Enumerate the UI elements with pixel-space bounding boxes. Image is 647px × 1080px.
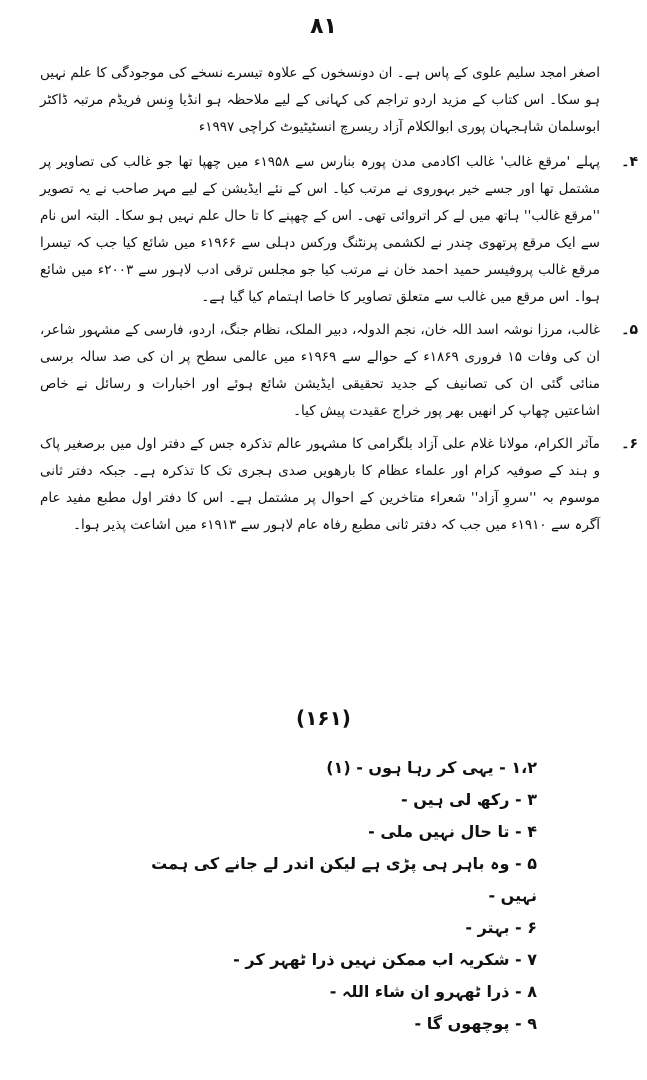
note-text: مآثر الکرام، مولانا غلام علی آزاد بلگرامی کا مشہور عالم تذکرہ جس کے دفتر اول میں برصغیر پاک و ہند کے صوفیہ کرام اور علماء عظام کا بارھویں صدی ہجری تک کا تذکرہ ہے۔ جبکہ دفتر ثانی موسوم بہ ''سروِ آزاد'' شعراء متاخرین کے احوال پر مشتمل ہے۔ اس کا دفتر اول مطبع مفید عام آگرہ سے ۱۹۱۰ء میں جب کہ دفتر ثانی مطبع رفاہ عام لاہور سے ۱۹۱۳ء میں اشاعت پذیر ہوا۔ [40, 436, 600, 533]
note-number: ۴۔ [621, 154, 638, 170]
list-item: ۸ - ذرا ٹھہرو ان شاء اللہ - [329, 982, 537, 1001]
continuation-paragraph: اصغر امجد سلیم علوی کے پاس ہے۔ ان دونسخوں کے علاوہ تیسرے نسخے کی موجودگی کا علم نہیں ہو سکا۔ اس کتاب کے مزید اردو تراجم کی کہانی کے لیے ملاحظہ ہو انڈیا وِنس فریڈم مرتبہ ڈاکٹر ابوسلمان شاہجہان پوری ابوالکلام آزاد ریسرچ انسٹیٹیوٹ کراچی ۱۹۹۷ء [40, 65, 600, 135]
list-item: ۶ - بہتر - [465, 918, 537, 937]
note-entry [40, 431, 638, 539]
list-item: ۴ - تا حال نہیں ملی - [368, 822, 537, 841]
page-number: ۸۱ [310, 14, 337, 39]
notes-section [40, 60, 638, 545]
list-item: ۳ - رکھ لی ہیں - [401, 790, 537, 809]
note-text: غالب، مرزا نوشہ اسد اللہ خان، نجم الدولہ، دبیر الملک، نظام جنگ، اردو، فارسی کے مشہور شاعر، ان کی وفات ۱۵ فروری ۱۸۶۹ء کے حوالے سے ۱۹۶۹ء میں عالمی سطح پر ان کی صد سالہ برسی منائی گئی ان کی تصانیف کے جدید تحقیقی ایڈیشن شائع ہوئے اور اخبارات و رسائل نے خاص اشاعتیں چھاپ کر انھیں بھر پور خراج عقیدت پیش کیا۔ [40, 322, 601, 419]
note-number: ۶۔ [621, 436, 638, 452]
list-item: ۹ - پوچھوں گا - [414, 1014, 537, 1033]
note-text: پہلے 'مرقع غالب' غالب اکادمی مدن پورہ بنارس سے ۱۹۵۸ء میں چھپا تھا جو غالب کی تصاویر پر مشتمل تھا اور جسے خیر بہوروی نے مرتب کیا۔ اس کے نئے ایڈیشن کے لیے مہر صاحب نے یہ تصویر ''مرقع غالب'' ہاتھ میں لے کر اتروائی تھی۔ اس کے چھپنے کا تا حال علم نہیں ہو سکا۔ البتہ اس نام سے ایک مرقع پرتھوی چندر نے لکشمی پرنٹنگ ورکس دہلی سے ۱۹۶۶ء میں شائع کیا جب کہ تیسرا مرقع غالب پروفیسر حمید احمد خان نے مرتب کیا جو مجلس ترقی ادب لاہور سے ۲۰۰۳ء میں شائع ہوا۔ اس مرقع میں غالب سے متعلق تصاویر کا خاصا اہتمام کیا گیا ہے۔ [40, 154, 600, 305]
note-number: ۵۔ [621, 322, 638, 338]
list-item: ۷ - شکریہ اب ممکن نہیں ذرا ٹھہر کر - [233, 950, 537, 969]
reply-list [117, 752, 537, 1040]
section-heading: (۱۶۱) [296, 706, 351, 730]
note-entry [40, 317, 638, 425]
note-entry [40, 149, 638, 311]
list-item: ۱،۲ - یہی کر رہا ہوں - (۱) [326, 758, 537, 777]
list-item: ۵ - وہ باہر ہی پڑی ہے لیکن اندر لے جانے کی ہمت نہیں - [151, 854, 537, 905]
